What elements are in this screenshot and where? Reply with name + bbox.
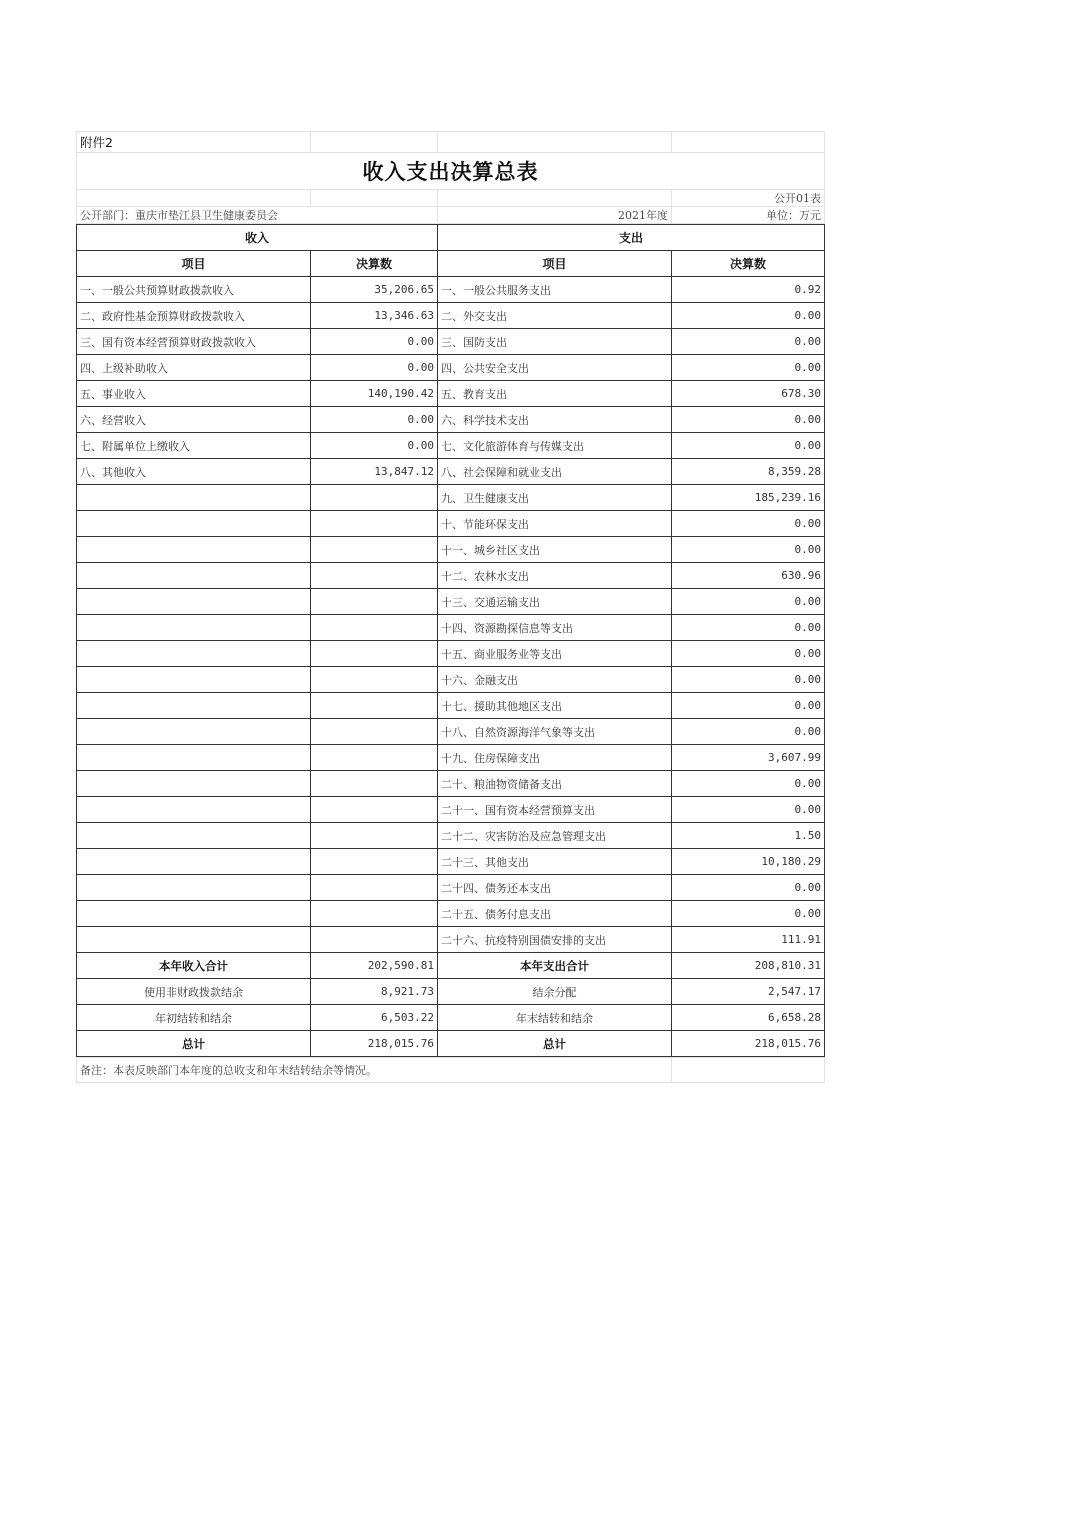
expense-item-header: 项目	[438, 251, 672, 277]
summary-income-amount: 218,015.76	[311, 1031, 438, 1057]
table-row	[77, 459, 825, 485]
income-amount-cell	[311, 745, 438, 771]
income-item-cell	[77, 589, 311, 615]
table-row	[77, 589, 825, 615]
expense-amount-cell: 0.00	[672, 693, 825, 719]
income-amount-cell	[311, 615, 438, 641]
table-row	[77, 537, 825, 563]
table-row	[77, 355, 825, 381]
table-row	[77, 771, 825, 797]
expense-item-cell: 二十、粮油物资储备支出	[438, 771, 672, 797]
group-header-row	[77, 225, 825, 251]
expense-amount-cell: 0.00	[672, 303, 825, 329]
expense-item-cell: 二十三、其他支出	[438, 849, 672, 875]
income-amount-cell: 35,206.65	[311, 277, 438, 303]
expense-amount-cell: 3,607.99	[672, 745, 825, 771]
expense-amount-cell: 1.50	[672, 823, 825, 849]
table-row	[77, 667, 825, 693]
income-item-cell	[77, 563, 311, 589]
income-item-cell	[77, 615, 311, 641]
income-item-cell	[77, 537, 311, 563]
summary-income-label: 总计	[77, 1031, 311, 1057]
table-row	[77, 563, 825, 589]
income-amount-cell	[311, 849, 438, 875]
income-item-header: 项目	[77, 251, 311, 277]
income-amount-cell: 0.00	[311, 355, 438, 381]
table-row	[77, 693, 825, 719]
report-header-table	[76, 131, 825, 224]
summary-expense-label: 结余分配	[438, 979, 672, 1005]
table-row	[77, 329, 825, 355]
column-header-row	[77, 251, 825, 277]
summary-row	[77, 979, 825, 1005]
expense-item-cell: 十一、城乡社区支出	[438, 537, 672, 563]
income-amount-cell: 140,190.42	[311, 381, 438, 407]
expense-item-cell: 十五、商业服务业等支出	[438, 641, 672, 667]
summary-income-label: 使用非财政拨款结余	[77, 979, 311, 1005]
income-item-cell	[77, 771, 311, 797]
table-row	[77, 303, 825, 329]
expense-group-header: 支出	[438, 225, 825, 251]
income-item-cell	[77, 745, 311, 771]
table-row	[77, 407, 825, 433]
income-amount-cell	[311, 771, 438, 797]
expense-item-cell: 三、国防支出	[438, 329, 672, 355]
table-row	[77, 641, 825, 667]
income-item-cell: 三、国有资本经营预算财政拨款收入	[77, 329, 311, 355]
expense-amount-cell: 0.00	[672, 667, 825, 693]
income-amount-cell	[311, 537, 438, 563]
expense-item-cell: 十六、金融支出	[438, 667, 672, 693]
income-amount-cell	[311, 823, 438, 849]
expense-item-cell: 十七、援助其他地区支出	[438, 693, 672, 719]
expense-item-cell: 二十六、抗疫特别国债安排的支出	[438, 927, 672, 953]
table-row	[77, 823, 825, 849]
expense-item-cell: 九、卫生健康支出	[438, 485, 672, 511]
report-year: 2021年度	[438, 207, 672, 224]
expense-amount-cell: 0.00	[672, 771, 825, 797]
income-amount-cell	[311, 875, 438, 901]
expense-item-cell: 二十五、债务付息支出	[438, 901, 672, 927]
expense-item-cell: 四、公共安全支出	[438, 355, 672, 381]
note-table	[76, 1057, 825, 1083]
income-item-cell	[77, 927, 311, 953]
expense-amount-cell: 0.00	[672, 537, 825, 563]
attachment-label: 附件2	[77, 132, 311, 153]
table-row	[77, 433, 825, 459]
summary-income-label: 本年收入合计	[77, 953, 311, 979]
income-amount-cell: 0.00	[311, 329, 438, 355]
table-row	[77, 381, 825, 407]
table-row	[77, 901, 825, 927]
expense-item-cell: 十三、交通运输支出	[438, 589, 672, 615]
expense-amount-cell: 0.00	[672, 615, 825, 641]
table-row	[77, 797, 825, 823]
unit-label: 单位：万元	[672, 207, 825, 224]
income-item-cell	[77, 667, 311, 693]
income-amount-cell	[311, 641, 438, 667]
expense-amount-cell: 111.91	[672, 927, 825, 953]
income-amount-cell	[311, 485, 438, 511]
income-group-header: 收入	[77, 225, 438, 251]
summary-row	[77, 1005, 825, 1031]
expense-item-cell: 十、节能环保支出	[438, 511, 672, 537]
income-amount-cell	[311, 511, 438, 537]
expense-item-cell: 一、一般公共服务支出	[438, 277, 672, 303]
table-row	[77, 875, 825, 901]
summary-expense-label: 总计	[438, 1031, 672, 1057]
expense-item-cell: 十九、住房保障支出	[438, 745, 672, 771]
income-amount-cell: 0.00	[311, 433, 438, 459]
expense-amount-cell: 0.00	[672, 797, 825, 823]
footnote: 备注：本表反映部门本年度的总收支和年末结转结余等情况。	[77, 1058, 672, 1083]
income-item-cell: 一、一般公共预算财政拨款收入	[77, 277, 311, 303]
expense-amount-cell: 0.00	[672, 329, 825, 355]
summary-expense-amount: 218,015.76	[672, 1031, 825, 1057]
income-item-cell	[77, 797, 311, 823]
expense-item-cell: 十八、自然资源海洋气象等支出	[438, 719, 672, 745]
expense-amount-cell: 0.00	[672, 355, 825, 381]
report-sheet	[76, 131, 824, 1083]
income-item-cell	[77, 901, 311, 927]
income-amount-cell	[311, 927, 438, 953]
expense-amount-header: 决算数	[672, 251, 825, 277]
expense-item-cell: 六、科学技术支出	[438, 407, 672, 433]
summary-expense-amount: 2,547.17	[672, 979, 825, 1005]
expense-item-cell: 十二、农林水支出	[438, 563, 672, 589]
table-row	[77, 849, 825, 875]
summary-row	[77, 1031, 825, 1057]
table-row	[77, 511, 825, 537]
department-label: 公开部门：重庆市垫江县卫生健康委员会	[77, 207, 438, 224]
income-item-cell	[77, 511, 311, 537]
income-item-cell: 五、事业收入	[77, 381, 311, 407]
income-item-cell: 二、政府性基金预算财政拨款收入	[77, 303, 311, 329]
summary-income-amount: 6,503.22	[311, 1005, 438, 1031]
expense-amount-cell: 678.30	[672, 381, 825, 407]
income-amount-cell: 13,346.63	[311, 303, 438, 329]
expense-item-cell: 二十四、债务还本支出	[438, 875, 672, 901]
income-amount-header: 决算数	[311, 251, 438, 277]
expense-item-cell: 五、教育支出	[438, 381, 672, 407]
income-amount-cell	[311, 719, 438, 745]
table-row	[77, 745, 825, 771]
expense-item-cell: 七、文化旅游体育与传媒支出	[438, 433, 672, 459]
income-amount-cell	[311, 589, 438, 615]
income-item-cell	[77, 485, 311, 511]
income-item-cell: 八、其他收入	[77, 459, 311, 485]
summary-row	[77, 953, 825, 979]
expense-amount-cell: 185,239.16	[672, 485, 825, 511]
expense-amount-cell: 0.92	[672, 277, 825, 303]
expense-amount-cell: 630.96	[672, 563, 825, 589]
report-title: 收入支出决算总表	[77, 153, 825, 190]
income-amount-cell	[311, 667, 438, 693]
expense-item-cell: 十四、资源勘探信息等支出	[438, 615, 672, 641]
expense-amount-cell: 0.00	[672, 589, 825, 615]
income-amount-cell	[311, 797, 438, 823]
income-item-cell: 七、附属单位上缴收入	[77, 433, 311, 459]
income-item-cell	[77, 641, 311, 667]
summary-income-amount: 202,590.81	[311, 953, 438, 979]
summary-expense-amount: 208,810.31	[672, 953, 825, 979]
income-amount-cell: 13,847.12	[311, 459, 438, 485]
income-amount-cell	[311, 693, 438, 719]
income-item-cell: 四、上级补助收入	[77, 355, 311, 381]
table-row	[77, 485, 825, 511]
expense-amount-cell: 8,359.28	[672, 459, 825, 485]
expense-amount-cell: 0.00	[672, 433, 825, 459]
expense-amount-cell: 0.00	[672, 407, 825, 433]
expense-item-cell: 八、社会保障和就业支出	[438, 459, 672, 485]
summary-income-label: 年初结转和结余	[77, 1005, 311, 1031]
summary-income-amount: 8,921.73	[311, 979, 438, 1005]
summary-expense-label: 本年支出合计	[438, 953, 672, 979]
income-item-cell	[77, 823, 311, 849]
income-amount-cell: 0.00	[311, 407, 438, 433]
expense-item-cell: 二、外交支出	[438, 303, 672, 329]
income-item-cell	[77, 875, 311, 901]
expense-amount-cell: 0.00	[672, 511, 825, 537]
expense-item-cell: 二十一、国有资本经营预算支出	[438, 797, 672, 823]
expense-amount-cell: 0.00	[672, 901, 825, 927]
expense-amount-cell: 10,180.29	[672, 849, 825, 875]
table-code: 公开01表	[672, 190, 825, 207]
income-amount-cell	[311, 901, 438, 927]
budget-table	[76, 224, 825, 1057]
income-item-cell	[77, 849, 311, 875]
income-item-cell	[77, 693, 311, 719]
table-row	[77, 927, 825, 953]
table-row	[77, 277, 825, 303]
summary-expense-label: 年末结转和结余	[438, 1005, 672, 1031]
summary-expense-amount: 6,658.28	[672, 1005, 825, 1031]
expense-amount-cell: 0.00	[672, 875, 825, 901]
income-item-cell	[77, 719, 311, 745]
income-item-cell: 六、经营收入	[77, 407, 311, 433]
expense-amount-cell: 0.00	[672, 719, 825, 745]
expense-item-cell: 二十二、灾害防治及应急管理支出	[438, 823, 672, 849]
table-row	[77, 615, 825, 641]
table-row	[77, 719, 825, 745]
income-amount-cell	[311, 563, 438, 589]
expense-amount-cell: 0.00	[672, 641, 825, 667]
